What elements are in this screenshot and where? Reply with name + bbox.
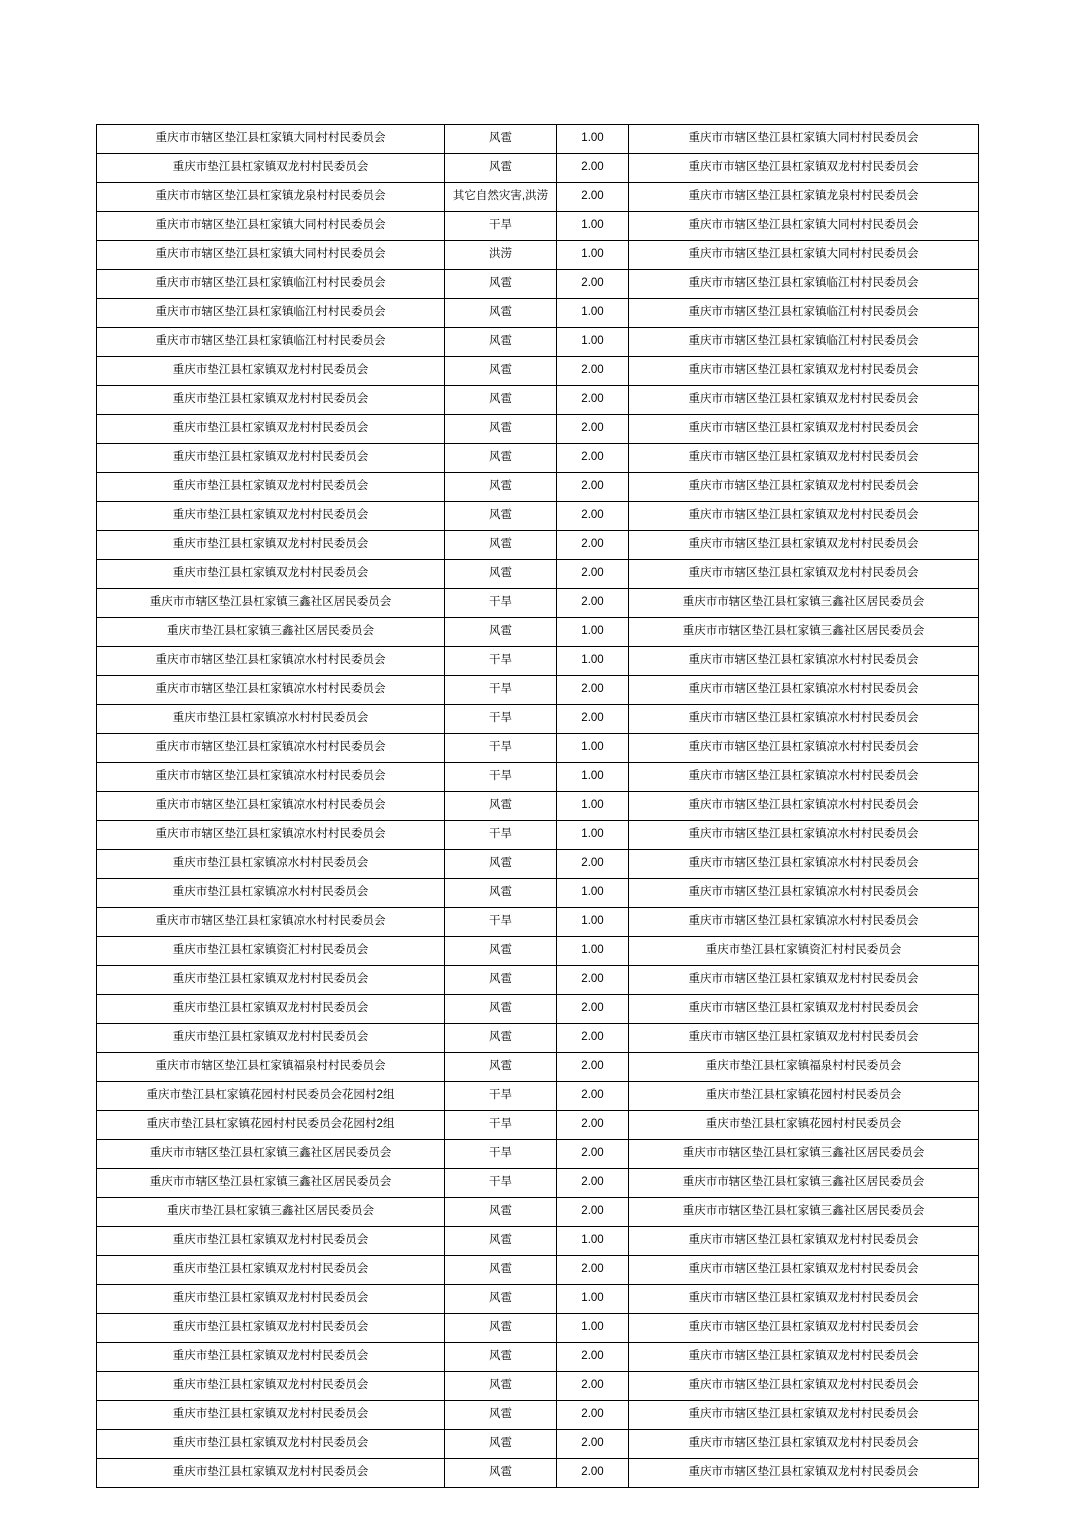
table-row [97, 1401, 979, 1430]
cell-disaster-type: 洪涝 [445, 241, 557, 270]
table-row [97, 821, 979, 850]
table-row [97, 647, 979, 676]
cell-disaster-type: 风雹 [445, 154, 557, 183]
table-body [97, 125, 979, 1488]
cell-disaster-type: 风雹 [445, 966, 557, 995]
cell-org-secondary: 重庆市市辖区垫江县杠家镇双龙村村民委员会 [629, 1401, 979, 1430]
cell-org-primary: 重庆市垫江县杠家镇资汇村村民委员会 [97, 937, 445, 966]
cell-org-secondary: 重庆市垫江县杠家镇花园村村民委员会 [629, 1111, 979, 1140]
cell-org-primary: 重庆市垫江县杠家镇双龙村村民委员会 [97, 357, 445, 386]
cell-org-secondary: 重庆市市辖区垫江县杠家镇凉水村村民委员会 [629, 763, 979, 792]
cell-org-primary: 重庆市市辖区垫江县杠家镇三鑫社区居民委员会 [97, 1169, 445, 1198]
table-row [97, 1343, 979, 1372]
cell-amount: 2.00 [557, 560, 629, 589]
cell-org-secondary: 重庆市市辖区垫江县杠家镇三鑫社区居民委员会 [629, 1140, 979, 1169]
table-row [97, 415, 979, 444]
table-row [97, 299, 979, 328]
cell-disaster-type: 风雹 [445, 879, 557, 908]
cell-amount: 1.00 [557, 792, 629, 821]
cell-org-secondary: 重庆市市辖区垫江县杠家镇双龙村村民委员会 [629, 415, 979, 444]
cell-org-primary: 重庆市市辖区垫江县杠家镇凉水村村民委员会 [97, 763, 445, 792]
cell-amount: 1.00 [557, 241, 629, 270]
cell-amount: 2.00 [557, 357, 629, 386]
cell-org-secondary: 重庆市市辖区垫江县杠家镇三鑫社区居民委员会 [629, 589, 979, 618]
cell-org-primary: 重庆市市辖区垫江县杠家镇大同村村民委员会 [97, 212, 445, 241]
cell-org-secondary: 重庆市市辖区垫江县杠家镇双龙村村民委员会 [629, 1227, 979, 1256]
table-row [97, 502, 979, 531]
table-row [97, 1227, 979, 1256]
table-row [97, 1053, 979, 1082]
cell-org-secondary: 重庆市市辖区垫江县杠家镇双龙村村民委员会 [629, 1372, 979, 1401]
cell-amount: 2.00 [557, 415, 629, 444]
cell-org-secondary: 重庆市市辖区垫江县杠家镇双龙村村民委员会 [629, 531, 979, 560]
cell-org-secondary: 重庆市市辖区垫江县杠家镇凉水村村民委员会 [629, 908, 979, 937]
table-row [97, 1314, 979, 1343]
cell-org-primary: 重庆市垫江县杠家镇双龙村村民委员会 [97, 560, 445, 589]
cell-amount: 1.00 [557, 212, 629, 241]
table-row [97, 1111, 979, 1140]
cell-disaster-type: 风雹 [445, 618, 557, 647]
cell-org-secondary: 重庆市市辖区垫江县杠家镇双龙村村民委员会 [629, 473, 979, 502]
cell-amount: 1.00 [557, 299, 629, 328]
cell-disaster-type: 干旱 [445, 1169, 557, 1198]
cell-amount: 2.00 [557, 386, 629, 415]
cell-disaster-type: 风雹 [445, 299, 557, 328]
cell-org-primary: 重庆市垫江县杠家镇双龙村村民委员会 [97, 1314, 445, 1343]
cell-disaster-type: 风雹 [445, 270, 557, 299]
cell-org-primary: 重庆市垫江县杠家镇双龙村村民委员会 [97, 1285, 445, 1314]
cell-amount: 1.00 [557, 908, 629, 937]
cell-amount: 1.00 [557, 647, 629, 676]
cell-org-primary: 重庆市垫江县杠家镇三鑫社区居民委员会 [97, 618, 445, 647]
cell-org-primary: 重庆市垫江县杠家镇凉水村村民委员会 [97, 850, 445, 879]
cell-amount: 2.00 [557, 1140, 629, 1169]
cell-disaster-type: 风雹 [445, 1024, 557, 1053]
cell-disaster-type: 风雹 [445, 357, 557, 386]
table-row [97, 618, 979, 647]
cell-org-primary: 重庆市垫江县杠家镇双龙村村民委员会 [97, 386, 445, 415]
table-row [97, 966, 979, 995]
cell-disaster-type: 干旱 [445, 1111, 557, 1140]
cell-amount: 2.00 [557, 154, 629, 183]
cell-disaster-type: 风雹 [445, 1430, 557, 1459]
cell-amount: 1.00 [557, 1314, 629, 1343]
cell-org-primary: 重庆市市辖区垫江县杠家镇福泉村村民委员会 [97, 1053, 445, 1082]
cell-amount: 2.00 [557, 1053, 629, 1082]
cell-org-primary: 重庆市市辖区垫江县杠家镇三鑫社区居民委员会 [97, 589, 445, 618]
cell-amount: 1.00 [557, 763, 629, 792]
table-row [97, 1285, 979, 1314]
cell-org-secondary: 重庆市市辖区垫江县杠家镇双龙村村民委员会 [629, 1285, 979, 1314]
cell-org-secondary: 重庆市市辖区垫江县杠家镇双龙村村民委员会 [629, 1256, 979, 1285]
cell-org-secondary: 重庆市市辖区垫江县杠家镇双龙村村民委员会 [629, 966, 979, 995]
cell-org-secondary: 重庆市市辖区垫江县杠家镇凉水村村民委员会 [629, 705, 979, 734]
cell-org-secondary: 重庆市市辖区垫江县杠家镇双龙村村民委员会 [629, 560, 979, 589]
cell-org-secondary: 重庆市市辖区垫江县杠家镇双龙村村民委员会 [629, 386, 979, 415]
cell-disaster-type: 风雹 [445, 1343, 557, 1372]
cell-org-primary: 重庆市市辖区垫江县杠家镇龙泉村村民委员会 [97, 183, 445, 212]
cell-org-primary: 重庆市垫江县杠家镇花园村村民委员会花园村2组 [97, 1082, 445, 1111]
table-row [97, 705, 979, 734]
table-row [97, 792, 979, 821]
cell-disaster-type: 风雹 [445, 386, 557, 415]
cell-org-secondary: 重庆市市辖区垫江县杠家镇双龙村村民委员会 [629, 1024, 979, 1053]
cell-amount: 1.00 [557, 734, 629, 763]
cell-org-primary: 重庆市垫江县杠家镇双龙村村民委员会 [97, 502, 445, 531]
table-row [97, 589, 979, 618]
cell-amount: 2.00 [557, 531, 629, 560]
cell-org-primary: 重庆市市辖区垫江县杠家镇三鑫社区居民委员会 [97, 1140, 445, 1169]
table-row [97, 1169, 979, 1198]
cell-disaster-type: 风雹 [445, 1459, 557, 1488]
cell-disaster-type: 风雹 [445, 1053, 557, 1082]
table-row [97, 937, 979, 966]
cell-disaster-type: 风雹 [445, 125, 557, 154]
table-row [97, 1140, 979, 1169]
cell-disaster-type: 干旱 [445, 212, 557, 241]
cell-org-secondary: 重庆市市辖区垫江县杠家镇凉水村村民委员会 [629, 792, 979, 821]
cell-org-primary: 重庆市垫江县杠家镇双龙村村民委员会 [97, 1024, 445, 1053]
cell-org-secondary: 重庆市市辖区垫江县杠家镇双龙村村民委员会 [629, 444, 979, 473]
cell-amount: 2.00 [557, 1082, 629, 1111]
cell-org-secondary: 重庆市市辖区垫江县杠家镇三鑫社区居民委员会 [629, 1169, 979, 1198]
table-row [97, 531, 979, 560]
cell-org-secondary: 重庆市市辖区垫江县杠家镇双龙村村民委员会 [629, 502, 979, 531]
cell-disaster-type: 风雹 [445, 1372, 557, 1401]
cell-disaster-type: 风雹 [445, 850, 557, 879]
cell-disaster-type: 风雹 [445, 328, 557, 357]
cell-org-primary: 重庆市市辖区垫江县杠家镇临江村村民委员会 [97, 328, 445, 357]
cell-disaster-type: 干旱 [445, 647, 557, 676]
cell-disaster-type: 风雹 [445, 560, 557, 589]
cell-org-primary: 重庆市垫江县杠家镇双龙村村民委员会 [97, 1343, 445, 1372]
cell-org-primary: 重庆市市辖区垫江县杠家镇凉水村村民委员会 [97, 908, 445, 937]
cell-org-secondary: 重庆市市辖区垫江县杠家镇双龙村村民委员会 [629, 995, 979, 1024]
cell-disaster-type: 干旱 [445, 676, 557, 705]
cell-amount: 1.00 [557, 1285, 629, 1314]
cell-disaster-type: 风雹 [445, 444, 557, 473]
cell-org-secondary: 重庆市垫江县杠家镇资汇村村民委员会 [629, 937, 979, 966]
cell-disaster-type: 干旱 [445, 821, 557, 850]
cell-amount: 1.00 [557, 618, 629, 647]
table-row [97, 734, 979, 763]
table-row [97, 763, 979, 792]
table-row [97, 125, 979, 154]
cell-amount: 2.00 [557, 1111, 629, 1140]
cell-amount: 2.00 [557, 1372, 629, 1401]
table-row [97, 1459, 979, 1488]
cell-amount: 2.00 [557, 589, 629, 618]
cell-org-primary: 重庆市垫江县杠家镇三鑫社区居民委员会 [97, 1198, 445, 1227]
cell-amount: 2.00 [557, 270, 629, 299]
cell-disaster-type: 干旱 [445, 734, 557, 763]
cell-org-secondary: 重庆市市辖区垫江县杠家镇三鑫社区居民委员会 [629, 1198, 979, 1227]
table-row [97, 270, 979, 299]
table-row [97, 154, 979, 183]
cell-disaster-type: 干旱 [445, 908, 557, 937]
cell-disaster-type: 风雹 [445, 937, 557, 966]
cell-disaster-type: 风雹 [445, 1256, 557, 1285]
cell-org-secondary: 重庆市市辖区垫江县杠家镇凉水村村民委员会 [629, 879, 979, 908]
table-row [97, 386, 979, 415]
cell-amount: 1.00 [557, 821, 629, 850]
cell-amount: 2.00 [557, 966, 629, 995]
cell-org-secondary: 重庆市市辖区垫江县杠家镇凉水村村民委员会 [629, 850, 979, 879]
table-row [97, 473, 979, 502]
cell-org-secondary: 重庆市市辖区垫江县杠家镇大同村村民委员会 [629, 241, 979, 270]
cell-amount: 2.00 [557, 183, 629, 212]
cell-org-primary: 重庆市垫江县杠家镇双龙村村民委员会 [97, 995, 445, 1024]
cell-org-secondary: 重庆市市辖区垫江县杠家镇大同村村民委员会 [629, 212, 979, 241]
cell-amount: 1.00 [557, 879, 629, 908]
cell-org-primary: 重庆市垫江县杠家镇双龙村村民委员会 [97, 1401, 445, 1430]
cell-org-secondary: 重庆市市辖区垫江县杠家镇凉水村村民委员会 [629, 734, 979, 763]
cell-org-secondary: 重庆市市辖区垫江县杠家镇双龙村村民委员会 [629, 1430, 979, 1459]
table-row [97, 1256, 979, 1285]
cell-disaster-type: 其它自然灾害,洪涝 [445, 183, 557, 212]
cell-org-primary: 重庆市垫江县杠家镇双龙村村民委员会 [97, 1459, 445, 1488]
table-row [97, 1198, 979, 1227]
cell-org-primary: 重庆市垫江县杠家镇双龙村村民委员会 [97, 1430, 445, 1459]
cell-org-secondary: 重庆市市辖区垫江县杠家镇临江村村民委员会 [629, 299, 979, 328]
cell-disaster-type: 风雹 [445, 531, 557, 560]
table-row [97, 241, 979, 270]
cell-disaster-type: 风雹 [445, 415, 557, 444]
disaster-relief-table [96, 124, 979, 1488]
cell-amount: 2.00 [557, 502, 629, 531]
cell-disaster-type: 风雹 [445, 995, 557, 1024]
cell-org-primary: 重庆市垫江县杠家镇双龙村村民委员会 [97, 1372, 445, 1401]
cell-org-primary: 重庆市市辖区垫江县杠家镇凉水村村民委员会 [97, 734, 445, 763]
cell-org-primary: 重庆市垫江县杠家镇双龙村村民委员会 [97, 415, 445, 444]
cell-org-primary: 重庆市市辖区垫江县杠家镇凉水村村民委员会 [97, 647, 445, 676]
cell-org-secondary: 重庆市市辖区垫江县杠家镇双龙村村民委员会 [629, 1343, 979, 1372]
cell-amount: 1.00 [557, 1227, 629, 1256]
cell-amount: 2.00 [557, 995, 629, 1024]
cell-org-secondary: 重庆市垫江县杠家镇花园村村民委员会 [629, 1082, 979, 1111]
table-row [97, 1372, 979, 1401]
cell-org-primary: 重庆市市辖区垫江县杠家镇凉水村村民委员会 [97, 821, 445, 850]
cell-org-secondary: 重庆市市辖区垫江县杠家镇双龙村村民委员会 [629, 1314, 979, 1343]
cell-org-primary: 重庆市垫江县杠家镇双龙村村民委员会 [97, 154, 445, 183]
cell-org-secondary: 重庆市市辖区垫江县杠家镇大同村村民委员会 [629, 125, 979, 154]
cell-org-secondary: 重庆市市辖区垫江县杠家镇凉水村村民委员会 [629, 821, 979, 850]
cell-amount: 2.00 [557, 1401, 629, 1430]
table-row [97, 357, 979, 386]
table-row [97, 1082, 979, 1111]
cell-amount: 2.00 [557, 473, 629, 502]
table-row [97, 560, 979, 589]
cell-org-primary: 重庆市市辖区垫江县杠家镇凉水村村民委员会 [97, 676, 445, 705]
table-row [97, 212, 979, 241]
cell-amount: 2.00 [557, 1343, 629, 1372]
table-row [97, 676, 979, 705]
cell-amount: 2.00 [557, 1198, 629, 1227]
cell-org-primary: 重庆市市辖区垫江县杠家镇临江村村民委员会 [97, 270, 445, 299]
cell-org-primary: 重庆市市辖区垫江县杠家镇凉水村村民委员会 [97, 792, 445, 821]
cell-disaster-type: 风雹 [445, 502, 557, 531]
cell-org-primary: 重庆市垫江县杠家镇双龙村村民委员会 [97, 1227, 445, 1256]
cell-org-secondary: 重庆市市辖区垫江县杠家镇临江村村民委员会 [629, 270, 979, 299]
table-row [97, 908, 979, 937]
cell-org-secondary: 重庆市市辖区垫江县杠家镇凉水村村民委员会 [629, 647, 979, 676]
cell-amount: 2.00 [557, 1024, 629, 1053]
cell-org-primary: 重庆市市辖区垫江县杠家镇临江村村民委员会 [97, 299, 445, 328]
cell-org-primary: 重庆市垫江县杠家镇花园村村民委员会花园村2组 [97, 1111, 445, 1140]
table-row [97, 444, 979, 473]
cell-amount: 1.00 [557, 937, 629, 966]
cell-amount: 2.00 [557, 1430, 629, 1459]
cell-amount: 2.00 [557, 1459, 629, 1488]
cell-org-secondary: 重庆市市辖区垫江县杠家镇双龙村村民委员会 [629, 1459, 979, 1488]
cell-amount: 2.00 [557, 676, 629, 705]
cell-disaster-type: 干旱 [445, 705, 557, 734]
cell-disaster-type: 干旱 [445, 1082, 557, 1111]
table-row [97, 850, 979, 879]
cell-org-secondary: 重庆市市辖区垫江县杠家镇双龙村村民委员会 [629, 154, 979, 183]
cell-org-primary: 重庆市市辖区垫江县杠家镇大同村村民委员会 [97, 125, 445, 154]
cell-org-secondary: 重庆市市辖区垫江县杠家镇龙泉村村民委员会 [629, 183, 979, 212]
table-row [97, 995, 979, 1024]
table-row [97, 183, 979, 212]
cell-amount: 2.00 [557, 850, 629, 879]
cell-org-primary: 重庆市垫江县杠家镇双龙村村民委员会 [97, 473, 445, 502]
cell-org-secondary: 重庆市垫江县杠家镇福泉村村民委员会 [629, 1053, 979, 1082]
cell-disaster-type: 风雹 [445, 1401, 557, 1430]
cell-disaster-type: 风雹 [445, 1314, 557, 1343]
cell-disaster-type: 风雹 [445, 1198, 557, 1227]
cell-amount: 2.00 [557, 1256, 629, 1285]
cell-amount: 2.00 [557, 1169, 629, 1198]
cell-org-secondary: 重庆市市辖区垫江县杠家镇三鑫社区居民委员会 [629, 618, 979, 647]
cell-org-primary: 重庆市垫江县杠家镇双龙村村民委员会 [97, 1256, 445, 1285]
cell-amount: 2.00 [557, 705, 629, 734]
cell-org-secondary: 重庆市市辖区垫江县杠家镇凉水村村民委员会 [629, 676, 979, 705]
table-row [97, 879, 979, 908]
cell-amount: 2.00 [557, 444, 629, 473]
table-row [97, 1430, 979, 1459]
cell-disaster-type: 风雹 [445, 1285, 557, 1314]
cell-org-primary: 重庆市垫江县杠家镇双龙村村民委员会 [97, 444, 445, 473]
cell-disaster-type: 风雹 [445, 473, 557, 502]
table-row [97, 1024, 979, 1053]
cell-org-secondary: 重庆市市辖区垫江县杠家镇临江村村民委员会 [629, 328, 979, 357]
cell-disaster-type: 干旱 [445, 589, 557, 618]
cell-disaster-type: 干旱 [445, 1140, 557, 1169]
cell-org-primary: 重庆市垫江县杠家镇凉水村村民委员会 [97, 879, 445, 908]
table-row [97, 328, 979, 357]
cell-org-secondary: 重庆市市辖区垫江县杠家镇双龙村村民委员会 [629, 357, 979, 386]
cell-org-primary: 重庆市垫江县杠家镇凉水村村民委员会 [97, 705, 445, 734]
cell-org-primary: 重庆市垫江县杠家镇双龙村村民委员会 [97, 531, 445, 560]
cell-disaster-type: 风雹 [445, 792, 557, 821]
cell-disaster-type: 风雹 [445, 1227, 557, 1256]
cell-org-primary: 重庆市垫江县杠家镇双龙村村民委员会 [97, 966, 445, 995]
cell-amount: 1.00 [557, 328, 629, 357]
cell-disaster-type: 干旱 [445, 763, 557, 792]
cell-org-primary: 重庆市市辖区垫江县杠家镇大同村村民委员会 [97, 241, 445, 270]
cell-amount: 1.00 [557, 125, 629, 154]
